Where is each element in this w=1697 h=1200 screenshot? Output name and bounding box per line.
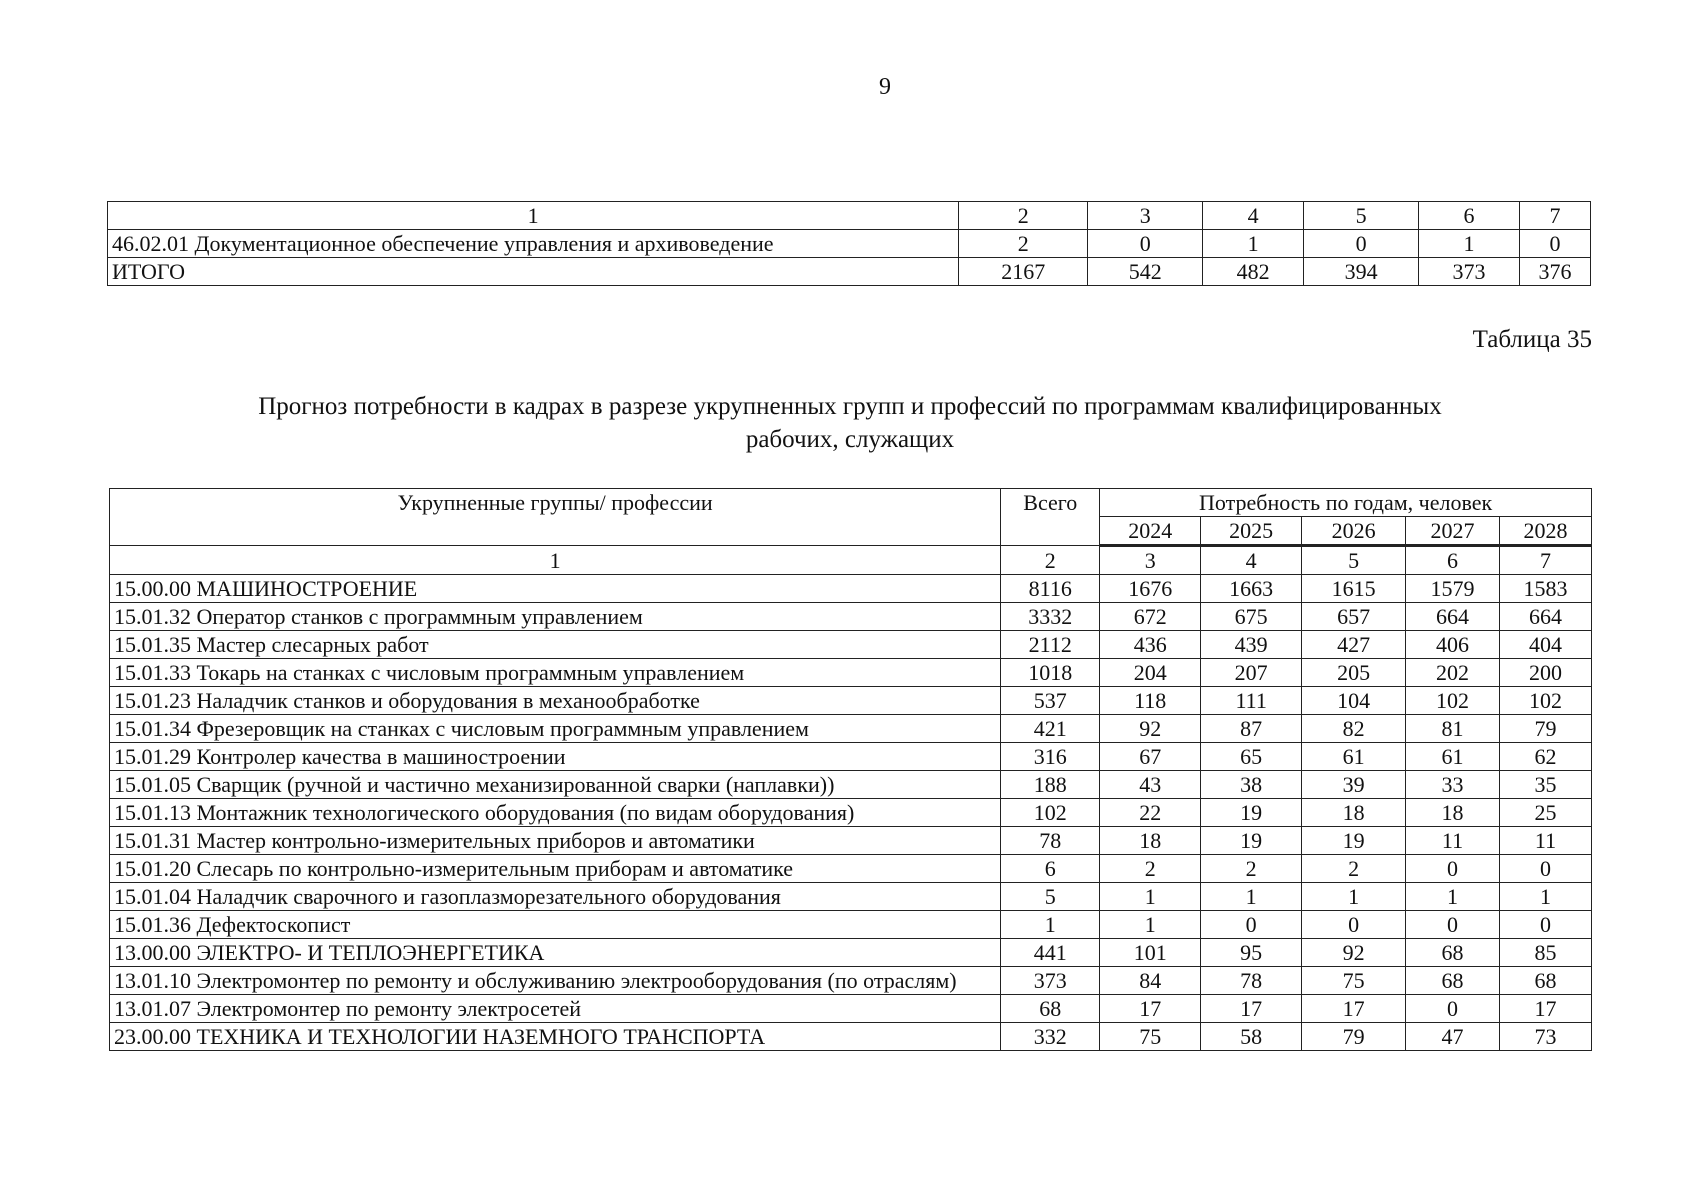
- header-year: 2026: [1302, 517, 1406, 546]
- row-value: 22: [1100, 799, 1201, 827]
- row-name: 15.01.20 Слесарь по контрольно-измерительным приборам и автоматике: [110, 855, 1001, 883]
- row-value: 84: [1100, 967, 1201, 995]
- table-row: [110, 799, 1592, 827]
- row-value: 1: [1203, 230, 1304, 258]
- row-value: 102: [1001, 799, 1100, 827]
- row-value: 18: [1302, 799, 1406, 827]
- row-value: 25: [1500, 799, 1592, 827]
- table-row: [110, 855, 1592, 883]
- table-title: [140, 390, 1560, 456]
- column-number: 4: [1203, 202, 1304, 230]
- table-row: [110, 1023, 1592, 1051]
- row-value: 39: [1302, 771, 1406, 799]
- row-value: 17: [1500, 995, 1592, 1023]
- row-value: 0: [1406, 995, 1500, 1023]
- row-value: 18: [1100, 827, 1201, 855]
- column-number: 7: [1500, 546, 1592, 575]
- header-years-group: Потребность по годам, человек: [1100, 489, 1592, 517]
- header-groups: Укрупненные группы/ профессии: [110, 489, 1001, 546]
- header-year: 2025: [1201, 517, 1302, 546]
- row-value: 1579: [1406, 575, 1500, 603]
- row-value: 58: [1201, 1023, 1302, 1051]
- row-value: 1: [1419, 230, 1520, 258]
- row-name: 15.01.31 Мастер контрольно-измерительных приборов и автоматики: [110, 827, 1001, 855]
- row-value: 78: [1201, 967, 1302, 995]
- row-value: 67: [1100, 743, 1201, 771]
- row-value: 373: [1001, 967, 1100, 995]
- row-value: 0: [1088, 230, 1203, 258]
- row-value: 73: [1500, 1023, 1592, 1051]
- continued-table: [107, 201, 1591, 286]
- row-value: 47: [1406, 1023, 1500, 1051]
- row-name: 15.01.36 Дефектоскопист: [110, 911, 1001, 939]
- row-value: 1: [1001, 911, 1100, 939]
- row-value: 19: [1201, 799, 1302, 827]
- row-value: 11: [1406, 827, 1500, 855]
- row-value: 421: [1001, 715, 1100, 743]
- row-value: 17: [1302, 995, 1406, 1023]
- page-number: 9: [879, 74, 891, 100]
- row-value: 102: [1500, 687, 1592, 715]
- row-value: 8116: [1001, 575, 1100, 603]
- row-name: 15.01.23 Наладчик станков и оборудования в механообработке: [110, 687, 1001, 715]
- row-value: 62: [1500, 743, 1592, 771]
- row-name: 13.01.10 Электромонтер по ремонту и обслуживанию электрооборудования (по отраслям): [110, 967, 1001, 995]
- row-value: 316: [1001, 743, 1100, 771]
- row-name: 15.01.33 Токарь на станках с числовым программным управлением: [110, 659, 1001, 687]
- row-value: 664: [1406, 603, 1500, 631]
- column-number: 5: [1304, 202, 1419, 230]
- row-value: 75: [1302, 967, 1406, 995]
- row-value: 404: [1500, 631, 1592, 659]
- row-value: 92: [1100, 715, 1201, 743]
- row-value: 78: [1001, 827, 1100, 855]
- row-value: 38: [1201, 771, 1302, 799]
- row-value: 68: [1500, 967, 1592, 995]
- header-year: 2028: [1500, 517, 1592, 546]
- row-name: ИТОГО: [108, 258, 959, 286]
- row-value: 35: [1500, 771, 1592, 799]
- row-value: 1583: [1500, 575, 1592, 603]
- row-value: 394: [1304, 258, 1419, 286]
- column-number: 7: [1519, 202, 1590, 230]
- row-value: 1: [1500, 883, 1592, 911]
- row-value: 2167: [959, 258, 1088, 286]
- table-row: [110, 575, 1592, 603]
- row-value: 43: [1100, 771, 1201, 799]
- row-name: 15.01.13 Монтажник технологического оборудования (по видам оборудования): [110, 799, 1001, 827]
- row-value: 18: [1406, 799, 1500, 827]
- header-total: Всего: [1001, 489, 1100, 546]
- table-row: [110, 771, 1592, 799]
- row-value: 657: [1302, 603, 1406, 631]
- column-number: 2: [1001, 546, 1100, 575]
- row-value: 406: [1406, 631, 1500, 659]
- table-row: [110, 631, 1592, 659]
- row-value: 675: [1201, 603, 1302, 631]
- row-value: 75: [1100, 1023, 1201, 1051]
- row-value: 427: [1302, 631, 1406, 659]
- table-row: [110, 715, 1592, 743]
- row-value: 1: [1302, 883, 1406, 911]
- row-value: 1018: [1001, 659, 1100, 687]
- row-value: 439: [1201, 631, 1302, 659]
- row-value: 1: [1406, 883, 1500, 911]
- column-number: 6: [1406, 546, 1500, 575]
- row-value: 104: [1302, 687, 1406, 715]
- row-value: 542: [1088, 258, 1203, 286]
- table-row: [110, 743, 1592, 771]
- row-value: 0: [1406, 911, 1500, 939]
- row-value: 0: [1500, 855, 1592, 883]
- column-number: 6: [1419, 202, 1520, 230]
- row-value: 188: [1001, 771, 1100, 799]
- table-title-line-1: Прогноз потребности в кадрах в разрезе укрупненных групп и профессий по программам квалифицированных: [258, 393, 1442, 420]
- row-value: 17: [1100, 995, 1201, 1023]
- row-value: 6: [1001, 855, 1100, 883]
- row-value: 61: [1406, 743, 1500, 771]
- row-value: 2: [1302, 855, 1406, 883]
- row-value: 441: [1001, 939, 1100, 967]
- row-value: 376: [1519, 258, 1590, 286]
- row-value: 207: [1201, 659, 1302, 687]
- column-number: 4: [1201, 546, 1302, 575]
- table-row: [108, 258, 1591, 286]
- table-row: [110, 827, 1592, 855]
- row-name: 46.02.01 Документационное обеспечение управления и архивоведение: [108, 230, 959, 258]
- row-value: 204: [1100, 659, 1201, 687]
- row-name: 15.01.04 Наладчик сварочного и газоплазморезательного оборудования: [110, 883, 1001, 911]
- row-value: 664: [1500, 603, 1592, 631]
- row-value: 1615: [1302, 575, 1406, 603]
- row-value: 95: [1201, 939, 1302, 967]
- row-value: 3332: [1001, 603, 1100, 631]
- row-value: 68: [1406, 967, 1500, 995]
- row-value: 19: [1302, 827, 1406, 855]
- row-value: 1: [1201, 883, 1302, 911]
- table-row: [110, 995, 1592, 1023]
- row-value: 672: [1100, 603, 1201, 631]
- row-name: 15.01.32 Оператор станков с программным управлением: [110, 603, 1001, 631]
- row-value: 1676: [1100, 575, 1201, 603]
- table-row: [110, 939, 1592, 967]
- row-value: 11: [1500, 827, 1592, 855]
- row-value: 65: [1201, 743, 1302, 771]
- column-number: 3: [1100, 546, 1201, 575]
- row-value: 118: [1100, 687, 1201, 715]
- column-number: 1: [110, 546, 1001, 575]
- row-value: 482: [1203, 258, 1304, 286]
- row-value: 68: [1001, 995, 1100, 1023]
- row-value: 1663: [1201, 575, 1302, 603]
- row-value: 85: [1500, 939, 1592, 967]
- header-year: 2024: [1100, 517, 1201, 546]
- table-row: [110, 687, 1592, 715]
- row-value: 61: [1302, 743, 1406, 771]
- row-value: 0: [1406, 855, 1500, 883]
- row-value: 68: [1406, 939, 1500, 967]
- row-value: 5: [1001, 883, 1100, 911]
- column-number-row: [108, 202, 1591, 230]
- table-row: [110, 659, 1592, 687]
- column-number: 2: [959, 202, 1088, 230]
- row-value: 202: [1406, 659, 1500, 687]
- row-value: 0: [1304, 230, 1419, 258]
- row-value: 537: [1001, 687, 1100, 715]
- row-value: 1: [1100, 883, 1201, 911]
- row-value: 436: [1100, 631, 1201, 659]
- row-value: 0: [1201, 911, 1302, 939]
- row-value: 332: [1001, 1023, 1100, 1051]
- row-name: 13.00.00 ЭЛЕКТРО- И ТЕПЛОЭНЕРГЕТИКА: [110, 939, 1001, 967]
- table-row: [110, 967, 1592, 995]
- table-row: [108, 230, 1591, 258]
- row-name: 15.01.29 Контролер качества в машиностроении: [110, 743, 1001, 771]
- row-value: 19: [1201, 827, 1302, 855]
- row-value: 205: [1302, 659, 1406, 687]
- row-value: 102: [1406, 687, 1500, 715]
- row-value: 2: [959, 230, 1088, 258]
- row-name: 23.00.00 ТЕХНИКА И ТЕХНОЛОГИИ НАЗЕМНОГО ТРАНСПОРТА: [110, 1023, 1001, 1051]
- row-value: 17: [1201, 995, 1302, 1023]
- row-name: 13.01.07 Электромонтер по ремонту электросетей: [110, 995, 1001, 1023]
- row-value: 0: [1500, 911, 1592, 939]
- column-number-row: [110, 546, 1592, 575]
- row-value: 92: [1302, 939, 1406, 967]
- row-value: 101: [1100, 939, 1201, 967]
- row-value: 2: [1201, 855, 1302, 883]
- row-name: 15.01.05 Сварщик (ручной и частично механизированной сварки (наплавки)): [110, 771, 1001, 799]
- column-number: 5: [1302, 546, 1406, 575]
- row-value: 0: [1302, 911, 1406, 939]
- row-value: 200: [1500, 659, 1592, 687]
- table-row: [110, 883, 1592, 911]
- row-name: 15.00.00 МАШИНОСТРОЕНИЕ: [110, 575, 1001, 603]
- row-value: 2112: [1001, 631, 1100, 659]
- table-row: [110, 911, 1592, 939]
- row-value: 0: [1519, 230, 1590, 258]
- row-value: 373: [1419, 258, 1520, 286]
- row-value: 79: [1302, 1023, 1406, 1051]
- header-year: 2027: [1406, 517, 1500, 546]
- row-name: 15.01.34 Фрезеровщик на станках с числовым программным управлением: [110, 715, 1001, 743]
- table-title-line-2: рабочих, служащих: [745, 426, 955, 453]
- table-row: [110, 603, 1592, 631]
- row-value: 2: [1100, 855, 1201, 883]
- row-value: 1: [1100, 911, 1201, 939]
- table-label: Таблица 35: [1472, 326, 1592, 353]
- row-name: 15.01.35 Мастер слесарных работ: [110, 631, 1001, 659]
- workforce-forecast-table: [109, 488, 1592, 1051]
- row-value: 87: [1201, 715, 1302, 743]
- row-value: 111: [1201, 687, 1302, 715]
- row-value: 81: [1406, 715, 1500, 743]
- column-number: 3: [1088, 202, 1203, 230]
- row-value: 82: [1302, 715, 1406, 743]
- column-number: 1: [108, 202, 959, 230]
- row-value: 33: [1406, 771, 1500, 799]
- row-value: 79: [1500, 715, 1592, 743]
